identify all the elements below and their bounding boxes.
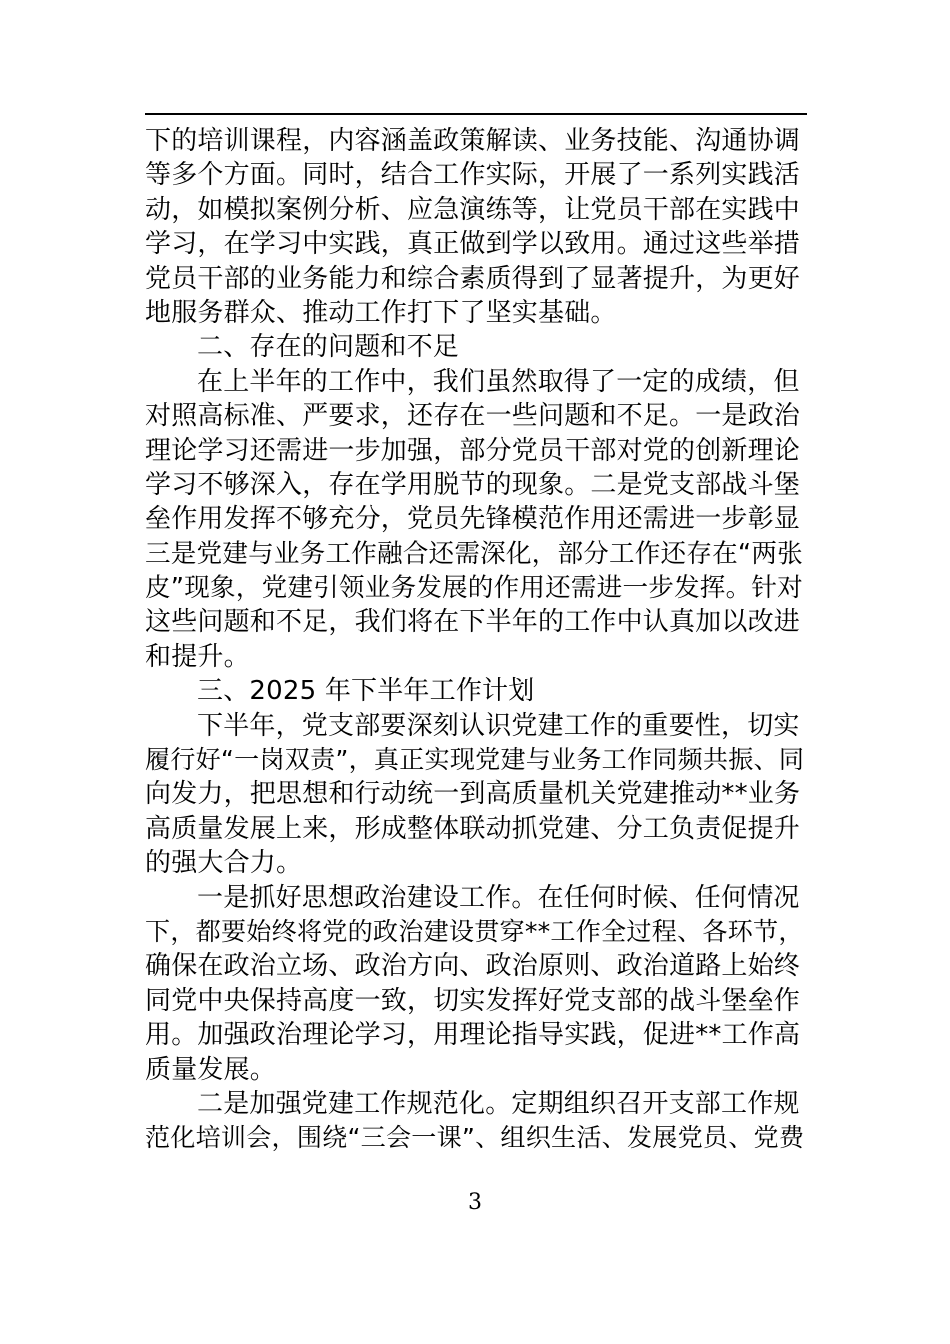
text-line: 皮”现象，党建引领业务发展的作用还需进一步发挥。针对 xyxy=(145,573,803,604)
text-line: 垒作用发挥不够充分，党员先锋模范作用还需进一步彰显 xyxy=(145,504,801,535)
header-rule xyxy=(145,113,807,115)
body-text xyxy=(145,124,807,1156)
text-line: 质量发展。 xyxy=(145,1054,277,1085)
text-line: 学习，在学习中实践，真正做到学以致用。通过这些举措 xyxy=(145,229,801,260)
text-line: 党员干部的业务能力和综合素质得到了显著提升，为更好 xyxy=(145,263,801,294)
page-number: 3 xyxy=(468,1190,482,1215)
text-line: 理论学习还需进一步加强，部分党员干部对党的创新理论 xyxy=(145,435,801,466)
text-line: 和提升。 xyxy=(145,641,250,672)
text-line: 这些问题和不足，我们将在下半年的工作中认真加以改进 xyxy=(145,607,801,638)
text-line: 下，都要始终将党的政治建设贯穿**工作全过程、各环节， xyxy=(145,916,804,946)
text-line: 下半年，党支部要深刻认识党建工作的重要性，切实 xyxy=(197,710,800,741)
text-line: 范化培训会，围绕“三会一课”、组织生活、发展党员、党费 xyxy=(145,1123,805,1153)
text-line: 下的培训课程，内容涵盖政策解读、业务技能、沟通协调 xyxy=(145,126,801,156)
text-line: 在上半年的工作中，我们虽然取得了一定的成绩，但 xyxy=(197,366,800,397)
text-line: 三是党建与业务工作融合还需深化，部分工作还存在“两张 xyxy=(145,538,803,569)
text-line: 确保在政治立场、政治方向、政治原则、政治道路上始终 xyxy=(145,951,801,982)
text-line: 动，如模拟案例分析、应急演练等，让党员干部在实践中 xyxy=(145,194,801,225)
text-line: 二是加强党建工作规范化。定期组织召开支部工作规 xyxy=(197,1088,800,1119)
text-line: 地服务群众、推动工作打下了坚实基础。 xyxy=(145,297,617,328)
text-line: 同党中央保持高度一致，切实发挥好党支部的战斗堡垒作 xyxy=(145,985,801,1016)
text-line: 三、2025 年下半年工作计划 xyxy=(197,676,535,707)
text-line: 一是抓好思想政治建设工作。在任何时候、任何情况 xyxy=(197,882,800,913)
text-line: 等多个方面。同时，结合工作实际，开展了一系列实践活 xyxy=(145,160,801,191)
text-line: 的强大合力。 xyxy=(145,848,303,879)
text-line: 向发力，把思想和行动统一到高质量机关党建推动**业务 xyxy=(145,779,801,810)
text-line: 用。加强政治理论学习，用理论指导实践，促进**工作高 xyxy=(145,1020,801,1051)
text-line: 对照高标准、严要求，还存在一些问题和不足。一是政治 xyxy=(145,401,801,432)
text-line: 高质量发展上来，形成整体联动抓党建、分工负责促提升 xyxy=(145,813,801,844)
text-line: 二、存在的问题和不足 xyxy=(197,332,460,363)
text-line: 履行好“一岗双责”，真正实现党建与业务工作同频共振、同 xyxy=(145,745,805,775)
text-line: 学习不够深入，存在学用脱节的现象。二是党支部战斗堡 xyxy=(145,469,801,500)
